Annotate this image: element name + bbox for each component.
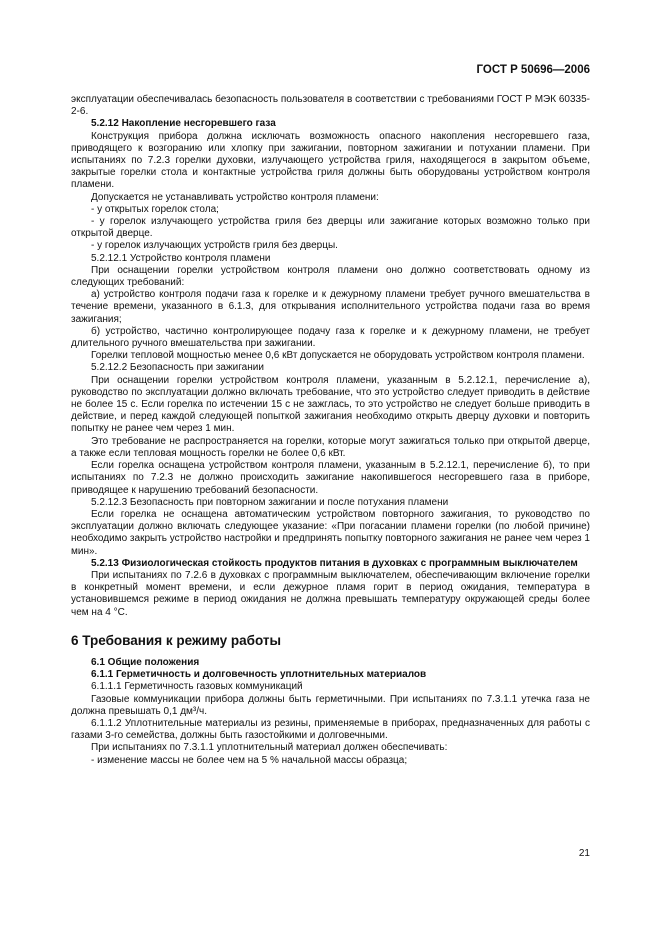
paragraph: Это требование не распространяется на горелки, которые могут зажигаться только при открытой дверце, а также если тепловая мощность горелки не более 0,6 кВт. [71, 435, 590, 459]
paragraph: 5.2.12 Накопление несгоревшего газа [91, 118, 276, 130]
paragraph: - у горелок излучающего устройства гриля без дверцы или зажигание которых возможно только при открытой дверце. [71, 216, 590, 240]
paragraph: 5.2.12.3 Безопасность при повторном зажигании и после потухания пламени [91, 496, 449, 508]
paragraph: Газовые коммуникации прибора должны быть герметичными. При испытаниях по 7.3.1.1 утечка газа не должна превышать 0,1 дм³/ч. [71, 693, 590, 717]
document-id: ГОСТ Р 50696—2006 [476, 64, 590, 76]
section-5-content [71, 94, 590, 619]
paragraph: - у открытых горелок стола; [91, 203, 219, 215]
paragraph: При испытаниях по 7.2.6 в духовках с программным выключателем, обеспечивающим включение горелки в конкретный момент времени, и если дежурное пламя горит в период ожидания, температура в установившемся режиме в период ожидания не должна превышать температуру окружающей среды более чем на 4 °С. [71, 569, 590, 618]
paragraph: эксплуатации обеспечивалась безопасность пользователя в соответствии с требованиями ГОСТ Р МЭК 60335-2-6. [71, 94, 590, 118]
paragraph: Если горелка не оснащена автоматическим устройством повторного зажигания, то руководство по эксплуатации должно включать следующее указание: «При погасании пламени горелки (по любой причине) необходимо закрыть устройство настройки и предпринять попытку повторного зажигания не ранее чем через 1 мин». [71, 508, 590, 557]
paragraph: 6.1 Общие положения [91, 656, 200, 668]
paragraph: При испытаниях по 7.3.1.1 уплотнительный материал должен обеспечивать: [91, 742, 448, 754]
paragraph: 6.1.1 Герметичность и долговечность уплотнительных материалов [91, 669, 427, 681]
section-6-title: 6 Требования к режиму работы [71, 632, 282, 648]
paragraph: - изменение массы не более чем на 5 % начальной массы образца; [91, 754, 408, 766]
paragraph: Горелки тепловой мощностью менее 0,6 кВт допускается не оборудовать устройством контроля пламени. [91, 350, 585, 362]
paragraph: Конструкция прибора должна исключать возможность опасного накопления несгоревшего газа, приводящего к возгоранию или хлопку при зажигании, повторном зажигании и потухании пламени. При испытаниях по 7.2.3 горелки духовки, излучающего устройства гриля, находящегося в закрытом объеме, закрытые горелки стола и контактные устройства гриля должны быть оборудованы устройством контроля пламени. [71, 130, 590, 191]
paragraph: 5.2.12.2 Безопасность при зажигании [91, 362, 264, 374]
paragraph: а) устройство контроля подачи газа к горелке и к дежурному пламени требует ручного вмешательства в течение времени, указанного в 6.1.3, для открывания исполнительного устройства подачи газа во время зажигания; [71, 289, 590, 325]
paragraph: 6.1.1.2 Уплотнительные материалы из резины, применяемые в приборах, предназначенных для работы с газами 3-го семейства, должны быть газостойкими и долговечными. [71, 717, 590, 742]
document-body [71, 94, 590, 767]
paragraph: - у горелок излучающих устройств гриля без дверцы. [91, 240, 338, 252]
paragraph: 5.2.12.1 Устройство контроля пламени [91, 252, 271, 264]
paragraph: Допускается не устанавливать устройство контроля пламени: [91, 191, 379, 203]
paragraph: б) устройство, частично контролирующее подачу газа к горелке и к дежурному пламени, не требует длительного ручного вмешательства при зажигании. [71, 325, 590, 350]
section-6-content [71, 657, 590, 767]
paragraph: 5.2.13 Физиологическая стойкость продуктов питания в духовках с программным выключателем [91, 557, 578, 569]
paragraph: 6.1.1.1 Герметичность газовых коммуникаций [91, 681, 303, 693]
paragraph: Если горелка оснащена устройством контроля пламени, указанным в 5.2.12.1, перечисление б), то при испытаниях по 7.2.3 не должно происходить зажигание накопившегося несгоревшего газа в приборе, приводящее к нарушению требований безопасности. [71, 460, 590, 496]
paragraph: При оснащении горелки устройством контроля пламени, указанным в 5.2.12.1, перечисление а), руководство по эксплуатации должно включать требование, что это устройство следует приводить в действие не более 15 с. Если горелка по истечении 15 с не зажглась, то это устройство не следует больше приводить в действие, и перед каждой следующей попыткой зажигания необходимо открыть дверцу духовки и повторить попытку не ранее чем через 1 мин. [71, 374, 590, 435]
paragraph: При оснащении горелки устройством контроля пламени оно должно соответствовать одному из следующих требований: [71, 264, 590, 289]
page-number: 21 [578, 848, 590, 859]
